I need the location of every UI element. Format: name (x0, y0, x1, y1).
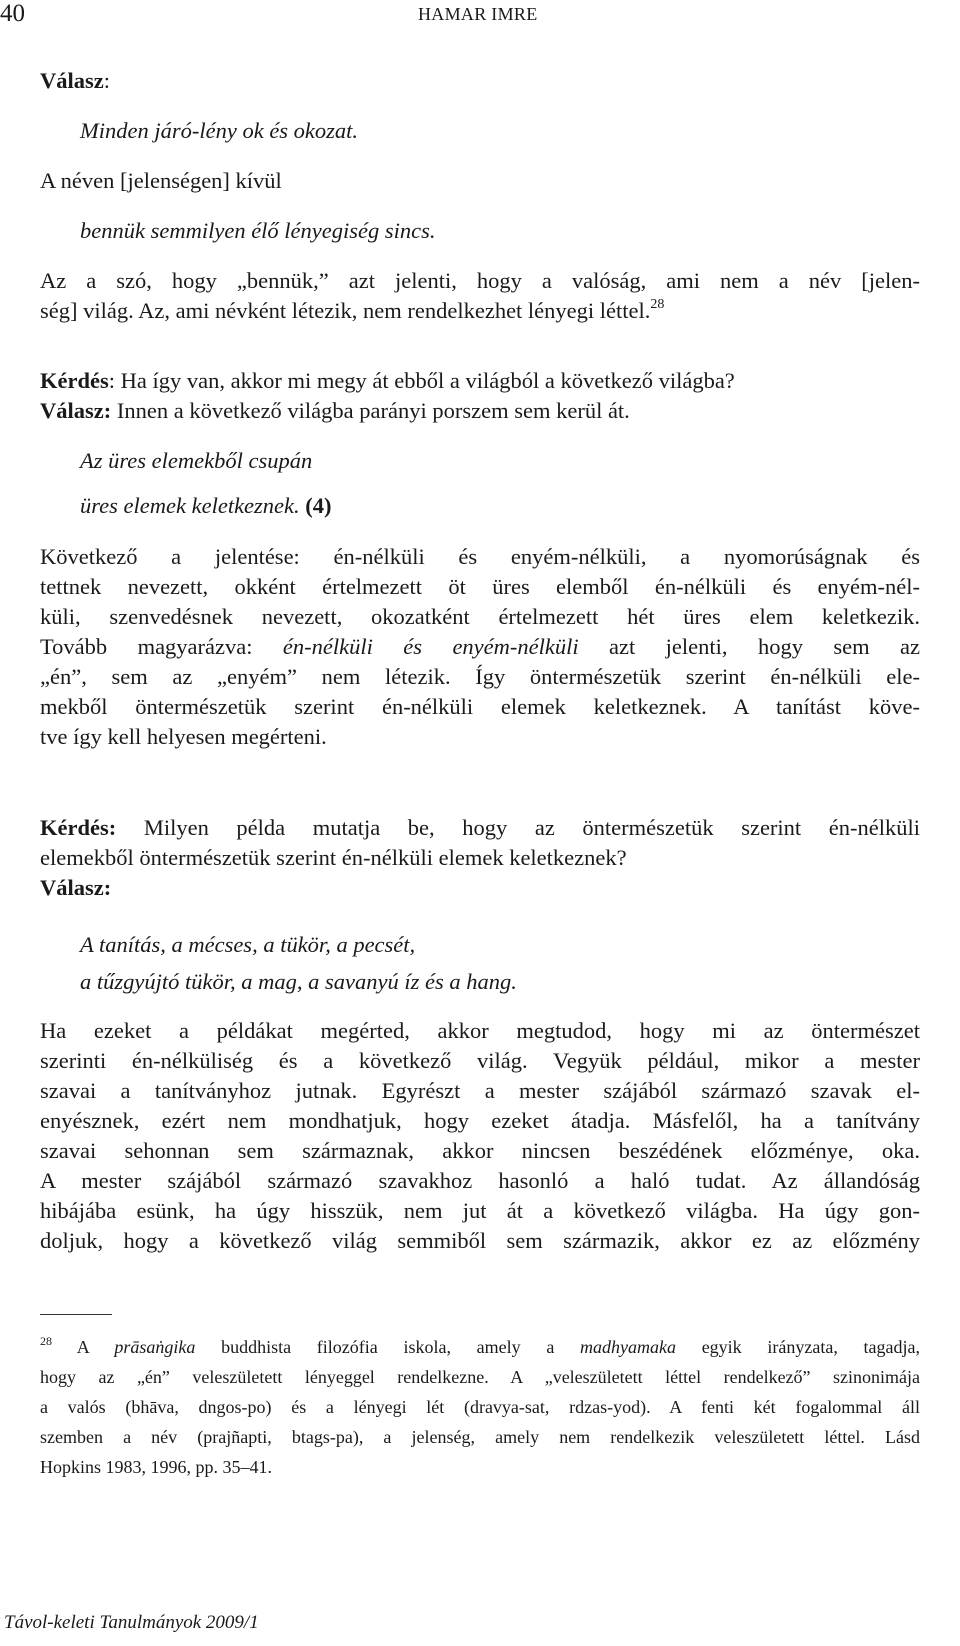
answer-line (40, 396, 920, 426)
paragraph (40, 266, 920, 326)
footnote-number: 28 (40, 1334, 52, 1348)
footnote-line: a valós (bhāva, dngos-po) és a lényegi lét (dravya-sat, rdzas-yod). A fenti két fogalommal áll (40, 1397, 920, 1417)
answer-text: Innen a következő világba parányi porszem sem kerül át. (111, 398, 630, 423)
answer-label: Válasz (40, 68, 104, 93)
answer-label: Válasz: (40, 398, 112, 423)
paragraph-text: ség] világ. Az, ami névként létezik, nem rendelkezhet lényegi léttel. (40, 298, 651, 323)
answer-line (40, 873, 920, 903)
paragraph (40, 542, 920, 752)
verse-line: Az üres elemekből csupán (80, 448, 313, 473)
footnote-line: Hopkins 1983, 1996, pp. 35–41. (40, 1457, 273, 1477)
page-number: 40 (0, 0, 25, 27)
paragraph-line: Következő a jelentése: én-nélküli és enyém-nélküli, a nyomorúságnak és (40, 544, 920, 569)
verse-line (80, 491, 332, 521)
paragraph-line: Ha ezeket a példákat megérted, akkor megtudod, hogy mi az öntermészet (40, 1018, 920, 1043)
answer-label: Válasz: (40, 875, 112, 900)
verse-plain-line: A néven [jelenségen] kívül (40, 168, 282, 193)
emphasis: én-nélküli és enyém-nélküli (282, 634, 579, 659)
paragraph-line (40, 296, 920, 326)
paragraph-line: enyésznek, ezért nem mondhatjuk, hogy ezeket átadja. Másfelől, ha a tanítvány (40, 1108, 920, 1133)
footnote-marker: 28 (650, 297, 665, 312)
verse-line: bennük semmilyen élő lényegiség sincs. (80, 218, 436, 243)
footnote-separator (40, 1314, 112, 1315)
paragraph-line: hibájába esünk, ha úgy hisszük, nem jut át a következő világba. Ha úgy gon- (40, 1198, 920, 1223)
journal-footer: Távol-keleti Tanulmányok 2009/1 (4, 1612, 259, 1633)
emphasis: madhyamaka (580, 1337, 676, 1357)
question-answer (40, 366, 920, 426)
question-label: Kérdés: (40, 815, 117, 840)
paragraph-line: tve így kell helyesen megérteni. (40, 724, 327, 749)
question-text: : Ha így van, akkor mi megy át ebből a világból a következő világba? (108, 368, 735, 393)
answer-heading (40, 66, 110, 96)
question-answer (40, 813, 920, 903)
footnote-text: egyik irányzata, tagadja, (676, 1337, 920, 1357)
footnote-line: hogy az „én” veleszületett lényeggel rendelkezne. A „veleszületett léttel rendelkező” szinonimája (40, 1367, 920, 1387)
paragraph-line: A mester szájából származó szavakhoz hasonló a haló tudat. Az állandóság (40, 1168, 920, 1193)
paragraph-line: szerinti én-nélküliség és a következő világ. Vegyük például, mikor a mester (40, 1048, 920, 1073)
question-text: Milyen példa mutatja be, hogy az öntermészetük szerint én-nélküli (116, 815, 920, 840)
verse-text: üres elemek keletkeznek. (80, 493, 300, 518)
verse-line: a tűzgyújtó tükör, a mag, a savanyú íz és a hang. (80, 969, 517, 994)
paragraph-line: küli, szenvedésnek nevezett, okozatként értelmezett hét üres elem keletkezik. (40, 604, 920, 629)
verse-line: A tanítás, a mécses, a tükör, a pecsét, (80, 932, 416, 957)
question-line: elemekből öntermészetük szerint én-nélküli elemek keletkeznek? (40, 845, 627, 870)
emphasis: prāsaṅgika (114, 1337, 196, 1357)
question-line (40, 813, 920, 843)
answer-colon: : (103, 68, 111, 93)
footnote-text: buddhista filozófia iskola, amely a (195, 1337, 581, 1357)
footnote-line (40, 1332, 920, 1362)
paragraph-line: szavai a tanítványhoz jutnak. Egyrészt a mester szájából származó szavak el- (40, 1078, 920, 1103)
paragraph-line (40, 632, 920, 662)
paragraph-line: Az a szó, hogy „bennük,” azt jelenti, hogy a valóság, ami nem a név [jelen- (40, 268, 920, 293)
verse-line: Minden járó-lény ok és okozat. (80, 118, 359, 143)
paragraph-line: szavai sehonnan sem származnak, akkor nincsen beszédének előzménye, oka. (40, 1138, 920, 1163)
footnote (40, 1332, 920, 1482)
paragraph-text: Tovább magyarázva: (40, 634, 283, 659)
paragraph-line: tettnek nevezett, okként értelmezett öt üres elemből én-nélküli és enyém-nél- (40, 574, 920, 599)
footnote-line: szemben a név (prajñapti, btags-pa), a jelenség, amely nem rendelkezik veleszületett léttel. Lásd (40, 1427, 920, 1447)
paragraph-text: azt jelenti, hogy sem az (578, 634, 920, 659)
paragraph-line: „én”, sem az „enyém” nem létezik. Így öntermészetük szerint én-nélküli ele- (40, 664, 920, 689)
paragraph-line: mekből öntermészetük szerint én-nélküli elemek keletkeznek. A tanítást köve- (40, 694, 920, 719)
verse-reference: (4) (305, 493, 332, 518)
question-line (40, 366, 920, 396)
paragraph-line: doljuk, hogy a következő világ semmiből sem származik, akkor ez az előzmény (40, 1228, 920, 1253)
paragraph (40, 1016, 920, 1256)
question-label: Kérdés (40, 368, 109, 393)
running-head: HAMAR IMRE (418, 4, 538, 24)
footnote-text: A (52, 1337, 115, 1357)
